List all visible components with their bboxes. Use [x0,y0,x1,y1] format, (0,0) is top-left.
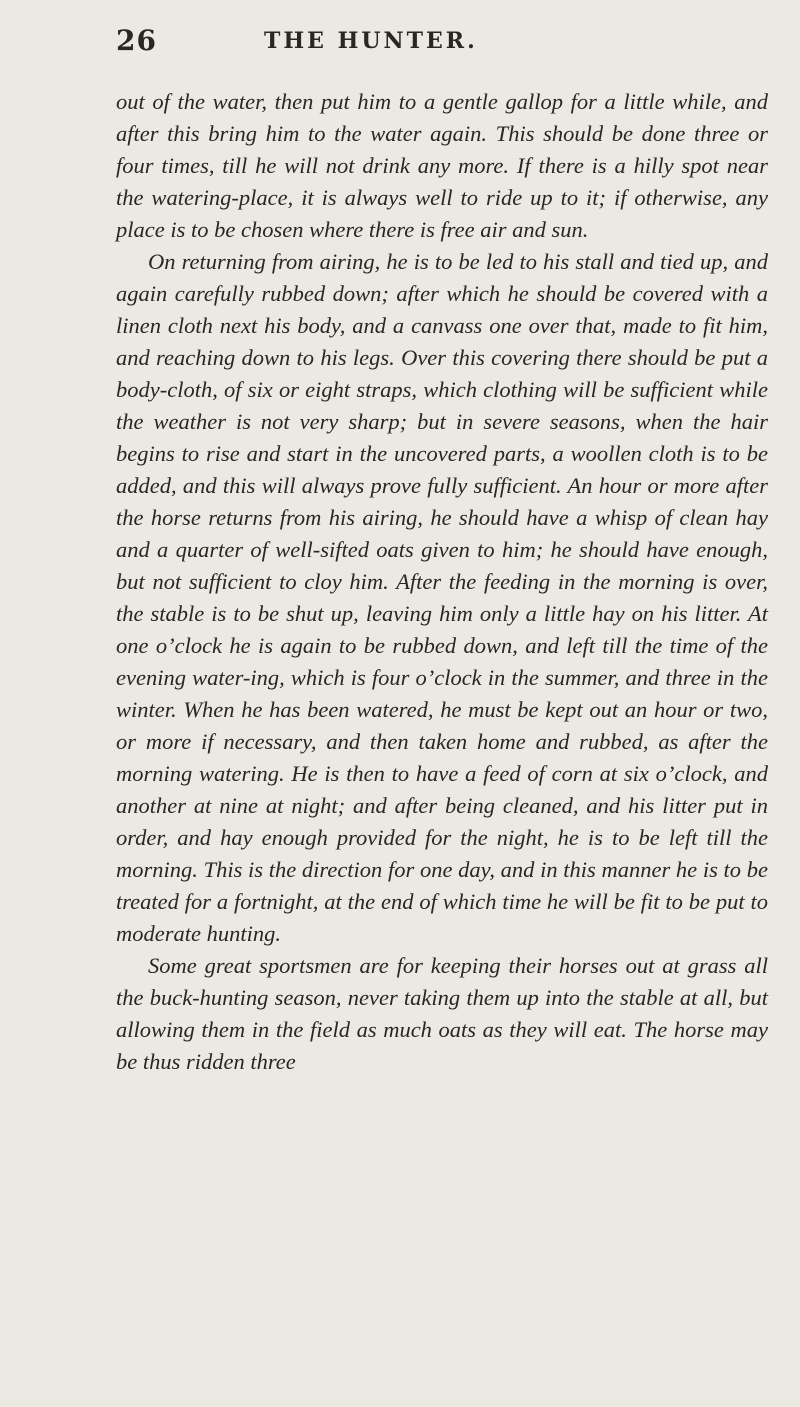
page-header [116,24,716,68]
paragraph-2: On returning from airing, he is to be led to his stall and tied up, and again carefully rubbed down; after which he should be covered with a linen cloth next his body, and a canvass one over that, made to fit him, and reaching down to his legs. Over this covering there should be put a body-cloth, of six or eight straps, which clothing will be sufficient while the weather is not very sharp; but in severe seasons, when the hair begins to rise and start in the uncovered parts, a woollen cloth is to be added, and this will always prove fully sufficient. An hour or more after the horse returns from his airing, he should have a whisp of clean hay and a quarter of well-sifted oats given to him; he should have enough, but not sufficient to cloy him. After the feeding in the morning is over, the stable is to be shut up, leaving him only a little hay on his litter. At one o’clock he is again to be rubbed down, and left till the time of the evening water-ing, which is four o’clock in the summer, and three in the winter. When he has been watered, he must be kept out an hour or two, or more if necessary, and then taken home and rubbed, as after the morning watering. He is then to have a feed of corn at six o’clock, and another at nine at night; and after being cleaned, and his litter put in order, and hay enough provided for the night, he is to be left till the morning. This is the direction for one day, and in this manner he is to be treated for a fortnight, at the end of which time he will be fit to be put to moderate hunting. [116,249,768,946]
body-text [116,86,768,1078]
page-number: 26 [116,24,157,57]
paragraph-1: out of the water, then put him to a gentle gallop for a little while, and after this bring him to the water again. This should be done three or four times, till he will not drink any more. If there is a hilly spot near the watering-place, it is always well to ride up to it; if otherwise, any place is to be chosen where there is free air and sun. [116,89,768,242]
paragraph-3: Some great sportsmen are for keeping their horses out at grass all the buck-hunting season, never taking them up into the stable at all, but allowing them in the field as much oats as they will eat. The horse may be thus ridden three [116,953,768,1074]
running-title: THE HUNTER. [264,28,478,54]
